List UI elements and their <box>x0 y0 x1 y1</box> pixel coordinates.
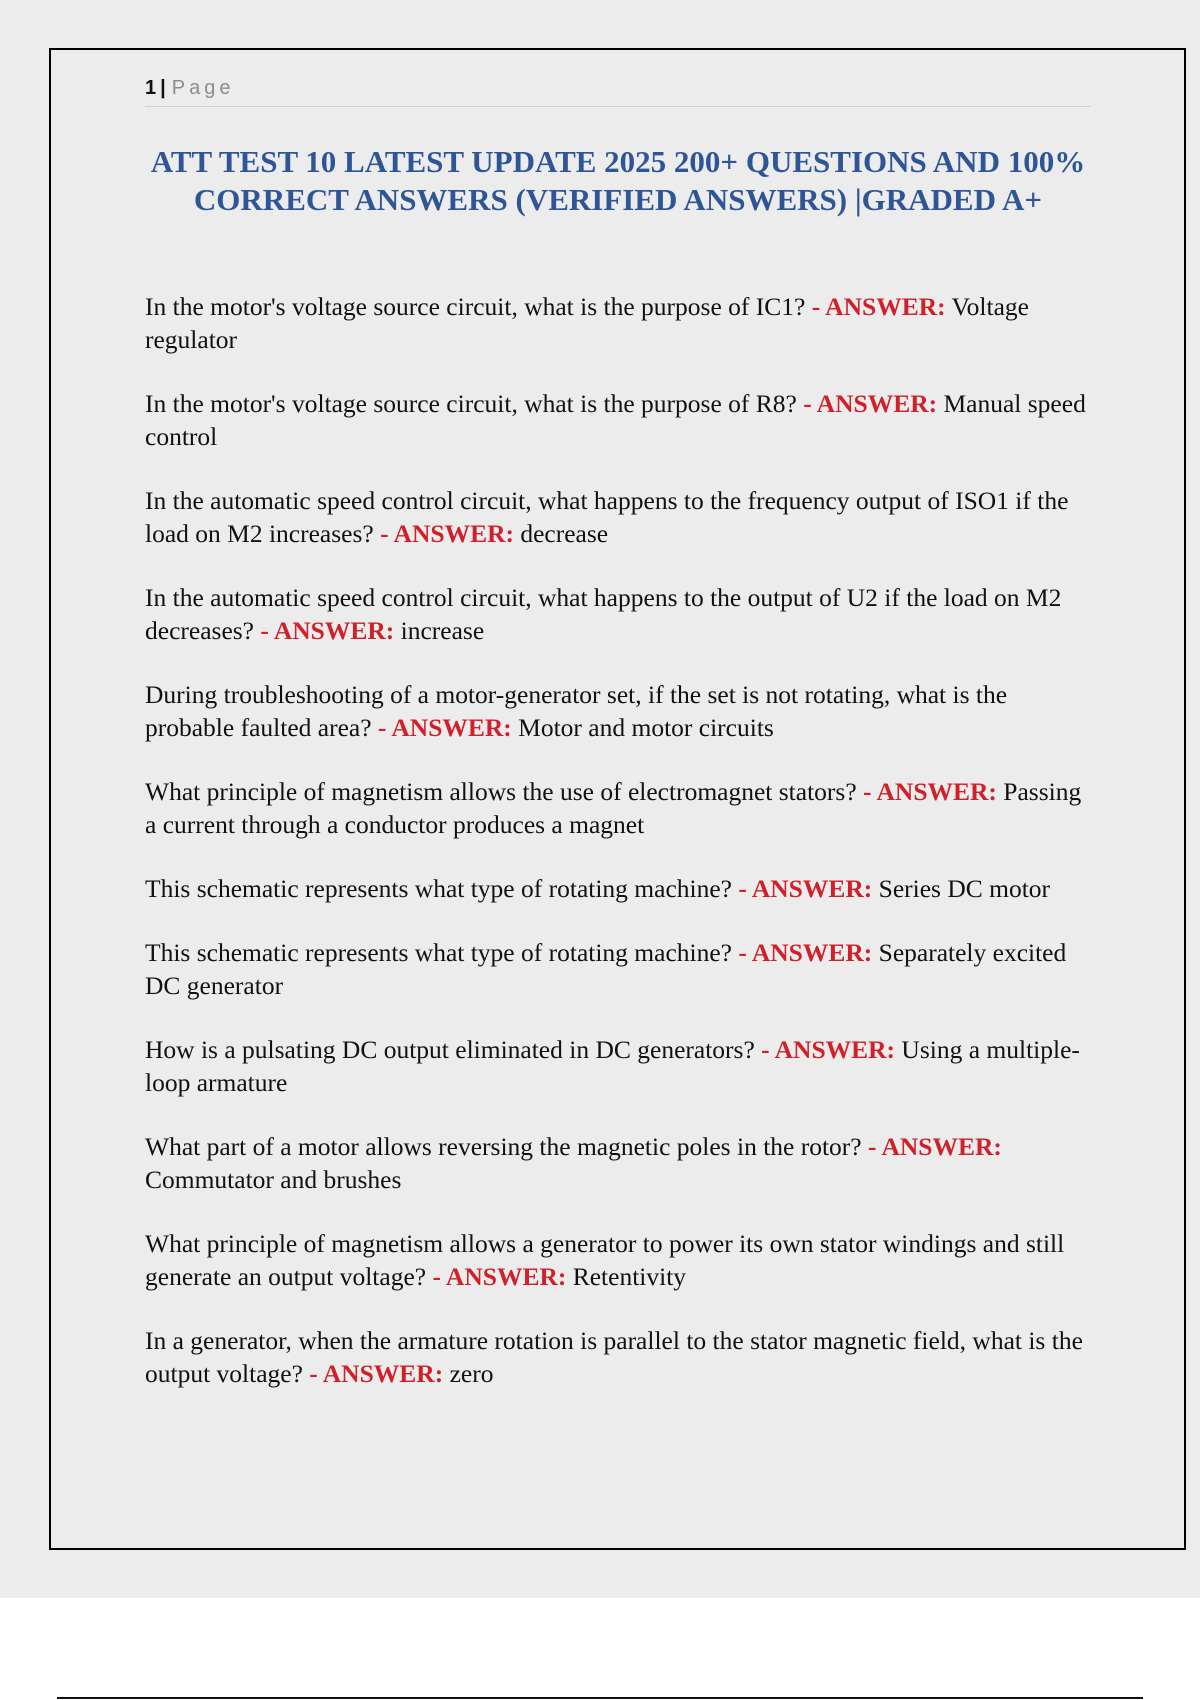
answer-marker: - ANSWER: <box>377 713 512 742</box>
qa-item <box>145 936 1091 1002</box>
qa-item <box>145 387 1091 453</box>
answer-text: decrease <box>520 519 609 548</box>
answer-marker: - ANSWER: <box>867 1132 1002 1161</box>
qa-item <box>145 581 1091 647</box>
answer-marker: - ANSWER: <box>803 389 938 418</box>
answer-text: Voltage regulator <box>145 292 1029 354</box>
qa-item <box>145 872 1091 905</box>
qa-item <box>145 1227 1091 1293</box>
question-text: This schematic represents what type of rotating machine? <box>145 874 732 903</box>
qa-item <box>145 678 1091 744</box>
question-text: During troubleshooting of a motor-generator set, if the set is not rotating, what is the probable faulted area? <box>145 680 1008 742</box>
question-text: In the automatic speed control circuit, what happens to the frequency output of ISO1 if the load on M2 increases? <box>145 486 1069 548</box>
answer-text: Commutator and brushes <box>145 1165 402 1194</box>
answer-marker: - ANSWER: <box>738 938 873 967</box>
question-text: How is a pulsating DC output eliminated in DC generators? <box>145 1035 755 1064</box>
document-title: ATT TEST 10 LATEST UPDATE 2025 200+ QUESTIONS AND 100% CORRECT ANSWERS (VERIFIED ANSWERS) |GRADED A+ <box>150 144 1086 217</box>
answer-marker: - ANSWER: <box>811 292 946 321</box>
qa-item <box>145 290 1091 356</box>
answer-marker: - ANSWER: <box>738 874 873 903</box>
question-text: In the motor's voltage source circuit, what is the purpose of IC1? <box>145 292 806 321</box>
question-text: This schematic represents what type of rotating machine? <box>145 938 732 967</box>
answer-text: Motor and motor circuits <box>518 713 774 742</box>
answer-text: Series DC motor <box>878 874 1051 903</box>
answer-text: zero <box>449 1359 494 1388</box>
qa-item <box>145 484 1091 550</box>
answer-text: Retentivity <box>572 1262 687 1291</box>
page-header <box>145 74 1091 107</box>
qa-item <box>145 775 1091 841</box>
page-number: 1 <box>145 77 157 99</box>
question-text: In the motor's voltage source circuit, what is the purpose of R8? <box>145 389 797 418</box>
page-separator: | <box>160 77 166 99</box>
question-text: In a generator, when the armature rotation is parallel to the stator magnetic field, what is the output voltage? <box>145 1326 1083 1388</box>
answer-marker: - ANSWER: <box>761 1035 896 1064</box>
answer-text: Using a multiple-loop armature <box>145 1035 1080 1097</box>
answer-text: Manual speed control <box>145 389 1086 451</box>
qa-item <box>145 1324 1091 1390</box>
answer-marker: - ANSWER: <box>432 1262 567 1291</box>
answer-marker: - ANSWER: <box>380 519 514 548</box>
qa-item <box>145 1033 1091 1099</box>
qa-list <box>145 290 1091 1421</box>
question-text: What part of a motor allows reversing the magnetic poles in the rotor? <box>145 1132 862 1161</box>
answer-marker: - ANSWER: <box>309 1359 444 1388</box>
page-label: Page <box>171 77 235 99</box>
footer-divider <box>57 1697 1143 1699</box>
answer-text: Separately excited DC generator <box>145 938 1067 1000</box>
question-text: What principle of magnetism allows the use of electromagnet stators? <box>145 777 857 806</box>
answer-text: Passing a current through a conductor produces a magnet <box>145 777 1082 839</box>
answer-text: increase <box>400 616 485 645</box>
answer-marker: - ANSWER: <box>260 616 395 645</box>
answer-marker: - ANSWER: <box>863 777 997 806</box>
question-text: What principle of magnetism allows a generator to power its own stator windings and still generate an output voltage? <box>145 1229 1065 1291</box>
qa-item <box>145 1130 1091 1196</box>
question-text: In the automatic speed control circuit, what happens to the output of U2 if the load on M2 decreases? <box>145 583 1062 645</box>
